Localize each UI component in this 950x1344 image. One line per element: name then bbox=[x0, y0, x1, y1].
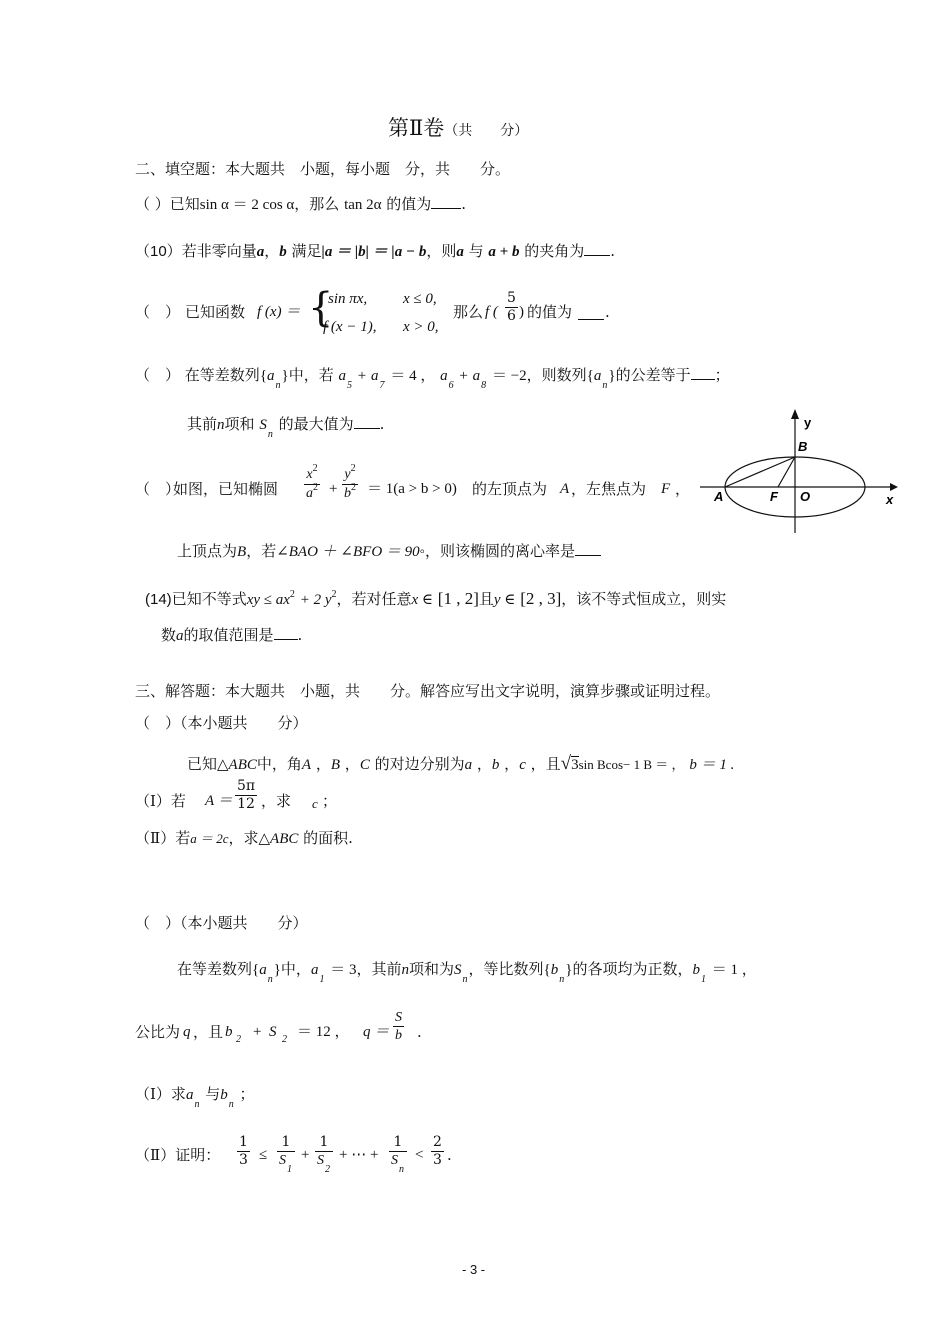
q13-frac-y: $\frac{y^2}{b^2}$ bbox=[344, 463, 356, 501]
piecewise-brace: { bbox=[308, 285, 334, 331]
question-16-stem: 在等差数列$\{a_n\}$中，$a_1 = 3$，其前n项和为$S_n$，等比数列$\{b_n\}$的各项均为正数，$b_1 = 1$ ， bbox=[177, 960, 757, 985]
part3-heading: 三、解答题：本大题共 小题，共 分。解答应写出文字说明，演算步骤或证明过程。 bbox=[135, 682, 721, 700]
question-14-line2: 数a的取值范围是 . bbox=[161, 626, 303, 644]
fig-O-label: O bbox=[800, 489, 811, 504]
question-12: （ ） 在等差数列$\{a_n\}$中，若 $a_5 + a_7 = 4$ ， $a_6 + a_8 = -2$，则数列$\{a_n\}$的公差等于 ； bbox=[135, 366, 730, 391]
q9-expr-sin: sin α ＝ 2 cos α bbox=[199, 197, 295, 213]
answer-blank bbox=[354, 414, 380, 429]
answer-blank bbox=[691, 365, 715, 380]
page-number: - 3 - bbox=[462, 1262, 486, 1277]
question-15-header: （ ）（本小题共 分） bbox=[135, 714, 308, 732]
answer-blank bbox=[431, 194, 461, 209]
part2-heading: 二、填空题：本大题共 小题，每小题 分，共 分。 bbox=[135, 160, 511, 178]
answer-blank bbox=[578, 305, 604, 320]
fig-F-label: F bbox=[770, 489, 778, 504]
q11-fraction: $\frac{5}{6}$ bbox=[507, 290, 516, 324]
answer-blank bbox=[584, 241, 610, 256]
fig-x-label: x bbox=[886, 492, 894, 507]
question-10: （10）若非零向量a，b 满足|a ＝ |b| ＝ |a − b，则a 与 a + b 的夹角为 . bbox=[135, 242, 616, 260]
question-14: (14)已知不等式xy ≤ $ax^2 + 2$ $y^2$，若对任意x ∈ [1 , 2]且y ∈ [2 , 3]，该不等式恒成立，则实 bbox=[145, 589, 727, 608]
fig-A-label: A bbox=[714, 489, 724, 504]
question-15-stem: 已知△ABC中，角A ，B ，C 的对边分别为a ，b ，c ，且√3sin Bcos− 1 B ＝ ， b ＝ 1 . bbox=[187, 753, 735, 774]
question-9: （ ）已知sin α ＝ 2 cos α，那么 tan 2α 的值为 . bbox=[135, 195, 467, 213]
question-16-part1: （Ⅰ）求$a_n$ 与$b_n$ ； bbox=[135, 1085, 255, 1110]
fig-y-label: y bbox=[804, 415, 812, 430]
ellipse-figure bbox=[700, 405, 900, 535]
q10-condition: |a ＝ |b| ＝ |a − b bbox=[321, 244, 427, 260]
section-title-sub: （共 分） bbox=[444, 123, 529, 139]
section-title-main: 第Ⅱ卷 bbox=[388, 116, 445, 140]
question-15-part2: （Ⅱ）若a ＝ 2c，求△ABC 的面积. bbox=[135, 829, 353, 847]
question-12-line2: 其前n项和 $S_n$ 的最大值为 . bbox=[187, 415, 385, 440]
answer-blank bbox=[575, 541, 601, 556]
q9-expr-tan: tan 2α bbox=[344, 197, 382, 213]
answer-blank bbox=[274, 625, 298, 640]
exam-page: 第Ⅱ卷（共 分） 二、填空题：本大题共 小题，每小题 分，共 分。 （ ）已知sin α ＝ 2 cos α，那么 tan 2α 的值为 . （10）若非零向量a，b 满足|a ＝ |b| ＝ |a − b，则a 与 a + b 的夹角为 . （ ） 已知函数 f (x) ＝ { sin πx, x ≤ 0, f (x − 1), x > 0, 那么 f ( $\frac{5}{6}$ ) 的值为 . （ ） 在等差数列$\{a_n\}$中，若 $a_5 + a_7 = 4$ ， $a_6 + a_8 = -2$，则数列$\{a_n\}$的公差等于 ； 其前n项和 $S_n$ 的最大值为 . y B A F O x （ ） 如图，已知椭圆 $\frac{x^2}{a^2}$ + $\frac{y^2}{b^2}$ ＝ 1(a > b > 0) 的左顶点为 A ，左焦点为 F ， 上顶点为B，若∠BAO ＋ ∠BFO ＝ 90◦，则该椭圆的离心率是 (14)已知不等式xy ≤ $ax^2 + 2$ $y^2$，若对任意x ∈ [1 , 2]且y ∈ [2 , 3]，该不等式恒成立，则实 数a的取值范围是 . 三、解答题：本大题共 小题，共 分。解答应写出文字说明，演算步骤或证明过程。 （ ）（本小题共 分） 已知△ABC中，角A ，B ，C 的对边分别为a ，b ，c ，且√3sin Bcos− 1 B ＝ ， b ＝ 1 . （Ⅰ）若 A ＝ $\frac{5\pi}{12}$ ，求 c ； （Ⅱ）若a ＝ 2c，求△ABC 的面积. （ ）（本小题共 分） 在等差数列$\{a_n\}$中，$a_1 = 3$，其前n项和为$S_n$，等比数列$\{b_n\}$的各项均为正数，$b_1 = 1$ ， 公比为 q ，且 b 2 + S 2 ＝ 12 ， q ＝ $\frac{S}{b}$ . （Ⅰ）求$a_n$ 与$b_n$ ； （Ⅱ）证明： $\frac{1}{3}$ ≤ $\frac{1}{S_1}$ + $\frac{1}{S_2}$ + ⋯ + $\frac{1}{S_n}$ < $\frac{2}{3}$ . - 3 - bbox=[0, 0, 950, 1344]
question-16-header: （ ）（本小题共 分） bbox=[135, 914, 308, 932]
question-13-line2: 上顶点为B，若∠BAO ＋ ∠BFO ＝ 90◦，则该椭圆的离心率是 bbox=[177, 540, 601, 563]
section-title bbox=[388, 112, 528, 142]
fig-B-label: B bbox=[798, 439, 808, 454]
q13-frac-x: $\frac{x^2}{a^2}$ bbox=[306, 463, 318, 501]
